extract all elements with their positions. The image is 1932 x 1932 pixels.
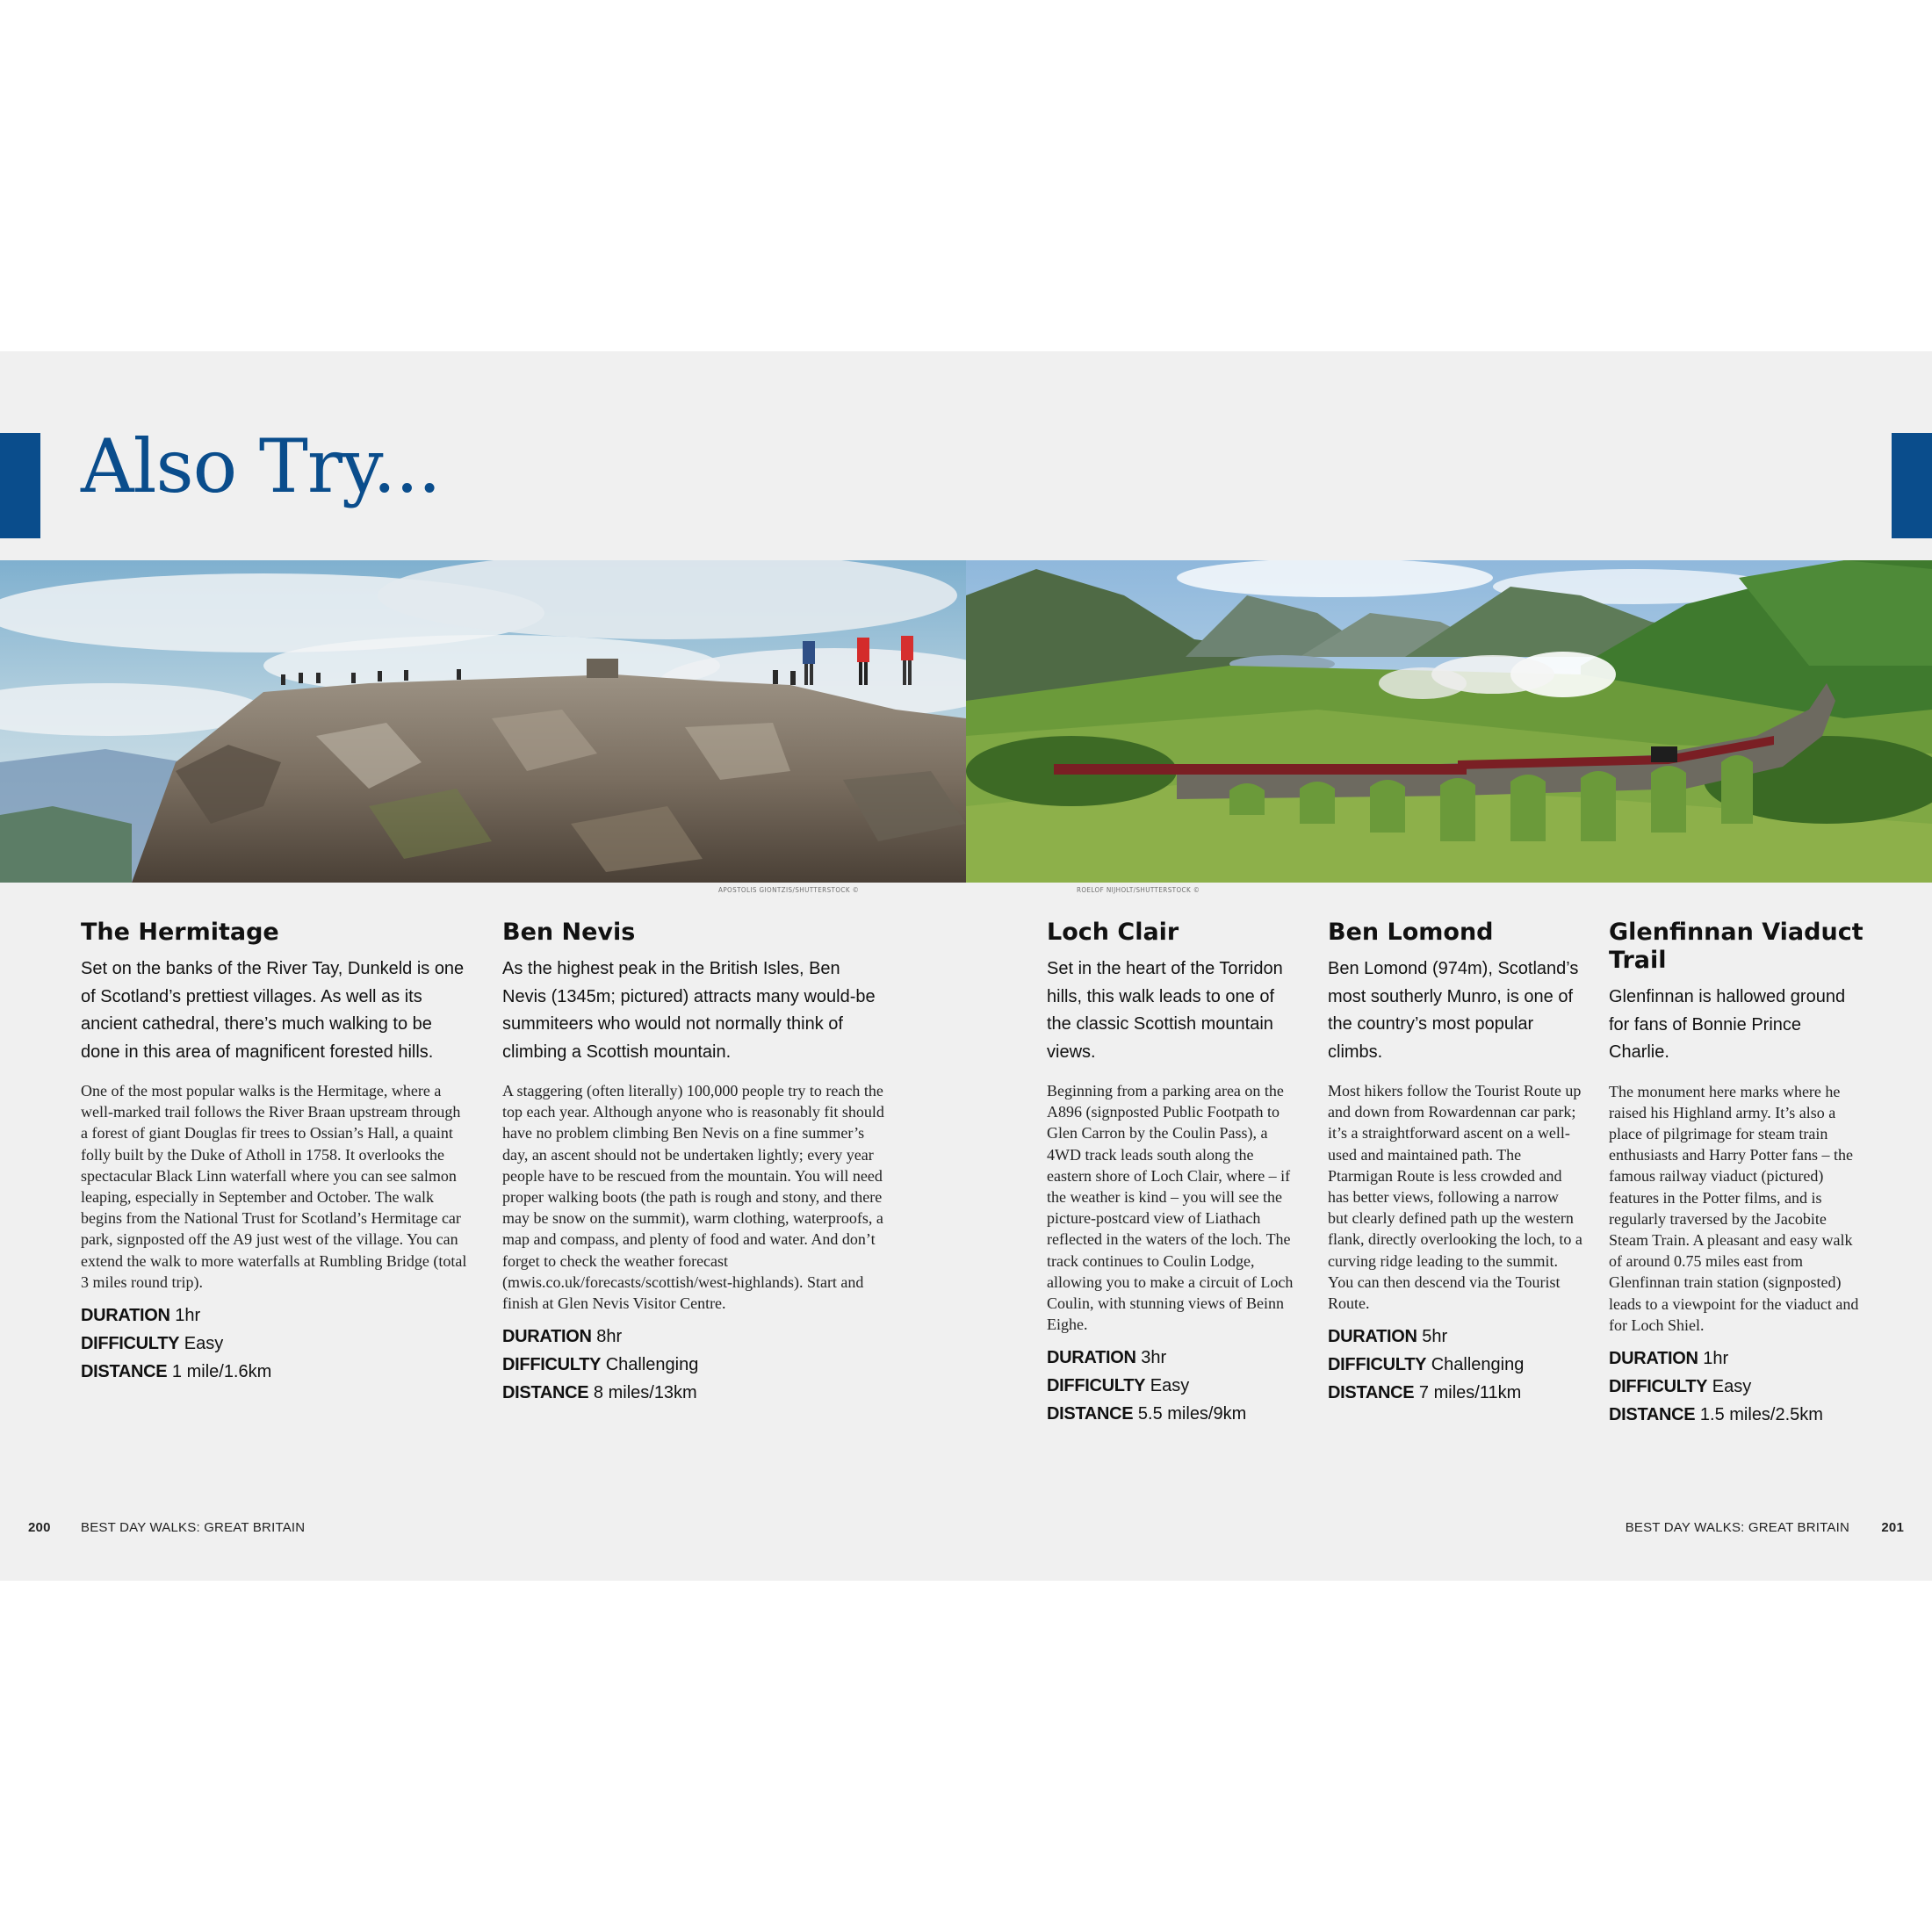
walk-difficulty (1328, 1351, 1582, 1379)
duration-value: 3hr (1141, 1348, 1167, 1368)
walk-distance (1047, 1400, 1301, 1428)
walk-description: One of the most popular walks is the Hermitage, where a well-marked trail follows the River Braan upstream through a forest of giant Douglas fir trees to Ossian’s Hall, a quaint folly built by the Duke of Atholl in 1758. It overlooks the spectacular Black Linn waterfall where you can see salmon leaping, especially in September and October. The walk begins from the National Trust for Scotland’s Hermitage car park, signposted off the A9 just west of the village. You can extend the walk to more waterfalls at Rumbling Bridge (total 3 miles round trip). (81, 1082, 467, 1291)
walk-the-hermitage (81, 919, 467, 1386)
difficulty-value: Easy (1712, 1376, 1752, 1396)
running-head-right: BEST DAY WALKS: GREAT BRITAIN (1625, 1520, 1849, 1535)
walk-duration (502, 1323, 889, 1351)
walk-difficulty (1609, 1373, 1864, 1401)
walk-intro: As the highest peak in the British Isles, Ben Nevis (1345m; pictured) attracts many would-be summiteers who would not normally think of climbing a Scottish mountain. (502, 959, 876, 1062)
walk-title: Ben Nevis (502, 919, 636, 946)
distance-value: 1.5 miles/2.5km (1699, 1404, 1823, 1424)
duration-value: 1hr (175, 1306, 201, 1326)
distance-label: DISTANCE (1047, 1404, 1134, 1424)
page-number-right (1881, 1520, 1904, 1535)
duration-label: DURATION (1328, 1327, 1417, 1347)
distance-value: 7 miles/11km (1418, 1383, 1522, 1403)
walk-distance (1609, 1401, 1864, 1429)
walk-duration (81, 1301, 467, 1330)
walk-ben-lomond (1328, 919, 1582, 1407)
distance-label: DISTANCE (81, 1362, 168, 1382)
page-number-right-text: 201 (1881, 1520, 1904, 1535)
walk-distance (1328, 1379, 1582, 1407)
distance-value: 5.5 miles/9km (1137, 1404, 1247, 1424)
walk-loch-clair (1047, 919, 1301, 1428)
difficulty-label: DIFFICULTY (1047, 1376, 1146, 1396)
duration-label: DURATION (1609, 1348, 1698, 1368)
difficulty-value: Easy (184, 1334, 224, 1354)
walk-intro: Ben Lomond (974m), Scotland’s most southerly Munro, is one of the country’s most popular climbs. (1328, 959, 1579, 1062)
walk-title: Loch Clair (1047, 919, 1179, 946)
walk-title: Ben Lomond (1328, 919, 1494, 946)
duration-value: 8hr (596, 1327, 623, 1347)
accent-bar-right (1892, 433, 1932, 538)
walk-glenfinnan-viaduct-trail (1609, 919, 1864, 1429)
difficulty-value: Challenging (1431, 1355, 1525, 1375)
walk-intro: Glenfinnan is hallowed ground for fans of Bonnie Prince Charlie. (1609, 987, 1846, 1062)
distance-value: 1 mile/1.6km (171, 1362, 272, 1382)
accent-bar-left (0, 433, 40, 538)
duration-label: DURATION (81, 1306, 170, 1326)
photo-ben-nevis-summit (0, 560, 966, 883)
walk-description: A staggering (often literally) 100,000 people try to reach the top each year. Although anyone who is reasonably fit should have no problem climbing Ben Nevis on a fine summer’s day, an ascent should not be undertaken lightly; every year people have to be rescued from the mountain. You will need proper walking boots (the path is rough and stony, and there may be snow on the summit), warm clothing, waterproofs, a map and compass, and plenty of food and water. And don’t forget to check the weather forecast (mwis.co.uk/forecasts/scottish/west-highlands). Start and finish at Glen Nevis Visitor Centre. (502, 1082, 884, 1313)
photo-credit-left: APOSTOLIS GIONTZIS/SHUTTERSTOCK © (718, 886, 860, 894)
page-number-left (28, 1520, 51, 1535)
walk-description: Most hikers follow the Tourist Route up and down from Rowardennan car park; it’s a straightforward ascent on a well-used and maintained path. The Ptarmigan Route is less crowded and has better views, following a narrow but clearly defined path up the western flank, directly overlooking the loch, to a curving ridge leading to the summit. You can then descend via the Tourist Route. (1328, 1082, 1582, 1313)
page-number-left-text: 200 (28, 1520, 51, 1535)
distance-label: DISTANCE (1328, 1383, 1415, 1403)
distance-label: DISTANCE (502, 1383, 589, 1403)
book-spread (0, 351, 1932, 1581)
walk-duration (1047, 1344, 1301, 1372)
photo-glenfinnan-viaduct (966, 560, 1932, 883)
photo-credit-right: ROELOF NIJHOLT/SHUTTERSTOCK © (1077, 886, 1200, 894)
difficulty-label: DIFFICULTY (1609, 1376, 1708, 1396)
difficulty-label: DIFFICULTY (81, 1334, 180, 1354)
walk-difficulty (502, 1351, 889, 1379)
distance-label: DISTANCE (1609, 1404, 1696, 1424)
walk-duration (1609, 1344, 1864, 1373)
walk-ben-nevis (502, 919, 889, 1407)
duration-label: DURATION (1047, 1348, 1136, 1368)
walk-intro: Set in the heart of the Torridon hills, this walk leads to one of the classic Scottish mountain views. (1047, 959, 1283, 1062)
page-title: Also Try... (81, 423, 441, 509)
walk-difficulty (1047, 1372, 1301, 1400)
walk-distance (81, 1358, 467, 1386)
duration-label: DURATION (502, 1327, 592, 1347)
duration-value: 5hr (1422, 1327, 1448, 1347)
walk-intro: Set on the banks of the River Tay, Dunkeld is one of Scotland’s prettiest villages. As well as its ancient cathedral, there’s much walking to be done in this area of magnificent forested hills. (81, 959, 465, 1062)
distance-value: 8 miles/13km (593, 1383, 697, 1403)
difficulty-value: Easy (1150, 1376, 1190, 1396)
difficulty-label: DIFFICULTY (502, 1355, 602, 1375)
walk-duration (1328, 1323, 1582, 1351)
walk-description: The monument here marks where he raised his Highland army. It’s also a place of pilgrimage for steam train enthusiasts and Harry Potter fans – the famous railway viaduct (pictured) features in the Potter films, and is regularly traversed by the Jacobite Steam Train. A pleasant and easy walk of around 0.75 miles east from Glenfinnan train station (signposted) leads to a viewpoint for the viaduct and for Loch Shiel. (1609, 1082, 1859, 1334)
running-head-left: BEST DAY WALKS: GREAT BRITAIN (81, 1520, 306, 1535)
walk-title: The Hermitage (81, 919, 279, 946)
difficulty-label: DIFFICULTY (1328, 1355, 1427, 1375)
walk-distance (502, 1379, 889, 1407)
walk-description: Beginning from a parking area on the A896 (signposted Public Footpath to Glen Carron by the Coulin Pass), a 4WD track leads south along the eastern shore of Loch Clair, where – if the weather is kind – you will see the picture-postcard view of Liathach reflected in the waters of the loch. The track continues to Coulin Lodge, allowing you to make a circuit of Loch Coulin, with stunning views of Beinn Eighe. (1047, 1082, 1294, 1334)
walk-title: Glenfinnan Viaduct Trail (1609, 919, 1864, 974)
duration-value: 1hr (1703, 1348, 1729, 1368)
walk-difficulty (81, 1330, 467, 1358)
difficulty-value: Challenging (605, 1355, 699, 1375)
